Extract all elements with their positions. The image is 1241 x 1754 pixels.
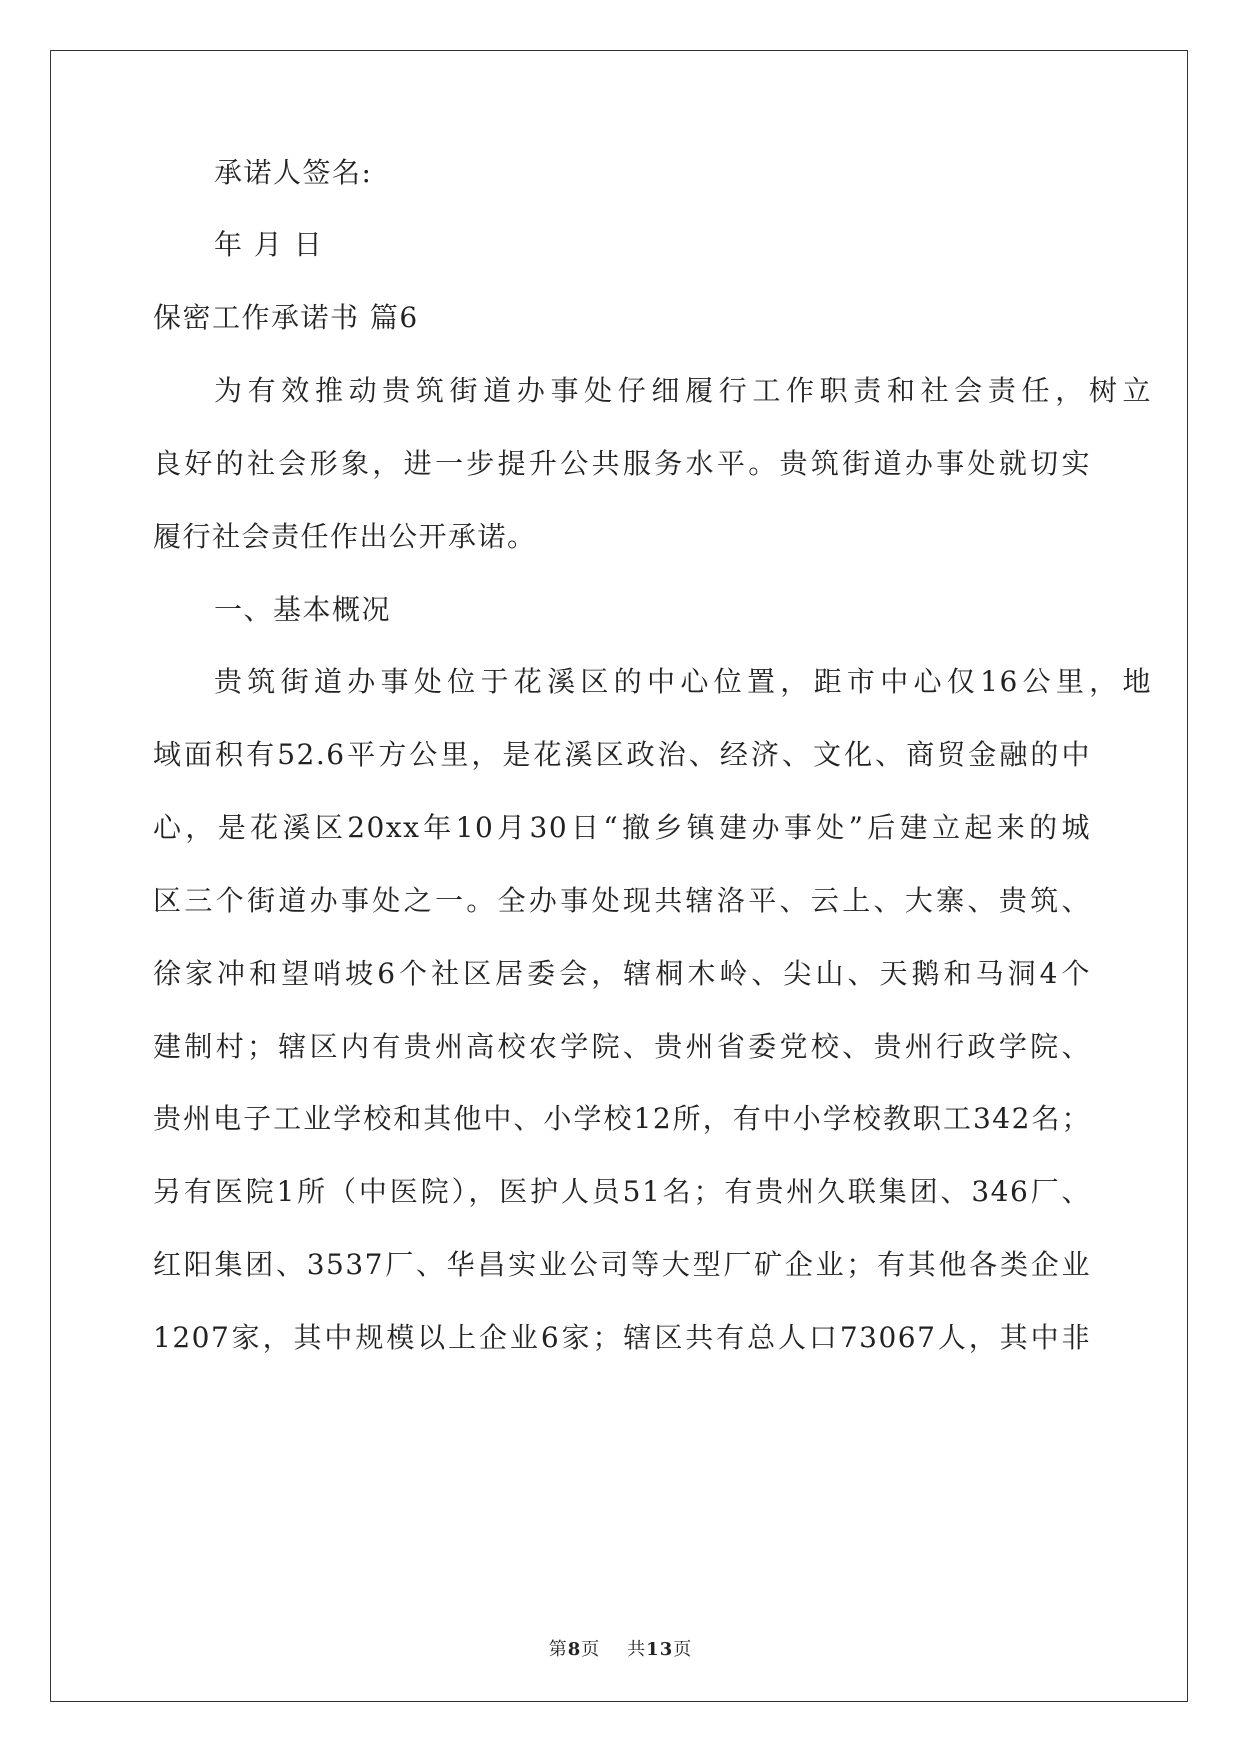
paragraph-line: 红阳集团、3537厂、华昌实业公司等大型厂矿企业；有其他各类企业 — [153, 1248, 1091, 1281]
paragraph-line: 区三个街道办事处之一。全办事处现共辖洛平、云上、大寨、贵筑、 — [153, 884, 1091, 917]
paragraph-line: 另有医院1所（中医院），医护人员51名；有贵州久联集团、346厂、 — [153, 1175, 1091, 1208]
paragraph-line: 为有效推动贵筑街道办事处仔细履行工作职责和社会责任，树立 — [214, 374, 1152, 407]
date-line: 年 月 日 — [214, 228, 324, 261]
paragraph-line: 1207家，其中规模以上企业6家；辖区共有总人口73067人，其中非 — [153, 1321, 1091, 1354]
paragraph-line: 域面积有52.6平方公里，是花溪区政治、经济、文化、商贸金融的中 — [153, 738, 1091, 771]
paragraph-line: 心，是花溪区20xx年10月30日“撤乡镇建办事处”后建立起来的城 — [153, 811, 1091, 844]
total-prefix: 共 — [627, 1639, 647, 1660]
signature-label: 承诺人签名: — [214, 156, 373, 189]
total-pages: 13 — [646, 1639, 674, 1660]
page-suffix: 页 — [581, 1639, 601, 1660]
paragraph-line: 徐家冲和望哨坡6个社区居委会，辖桐木岭、尖山、天鹅和马洞4个 — [153, 957, 1091, 990]
subsection-heading: 一、基本概况 — [214, 593, 392, 626]
paragraph-line: 贵筑街道办事处位于花溪区的中心位置，距市中心仅16公里，地 — [214, 665, 1152, 698]
paragraph-line: 贵州电子工业学校和其他中、小学校12所，有中小学校教职工342名； — [153, 1102, 1091, 1135]
page-footer — [0, 1638, 1241, 1662]
paragraph-line: 良好的社会形象，进一步提升公共服务水平。贵筑街道办事处就切实 — [153, 447, 1091, 480]
paragraph-line: 建制村；辖区内有贵州高校农学院、贵州省委党校、贵州行政学院、 — [153, 1030, 1091, 1063]
section-heading: 保密工作承诺书 篇6 — [153, 301, 419, 334]
page-prefix: 第 — [548, 1639, 568, 1660]
page-border — [50, 50, 1188, 1702]
total-suffix: 页 — [673, 1639, 693, 1660]
paragraph-line: 履行社会责任作出公开承诺。 — [153, 520, 537, 553]
page-number: 8 — [567, 1639, 582, 1660]
